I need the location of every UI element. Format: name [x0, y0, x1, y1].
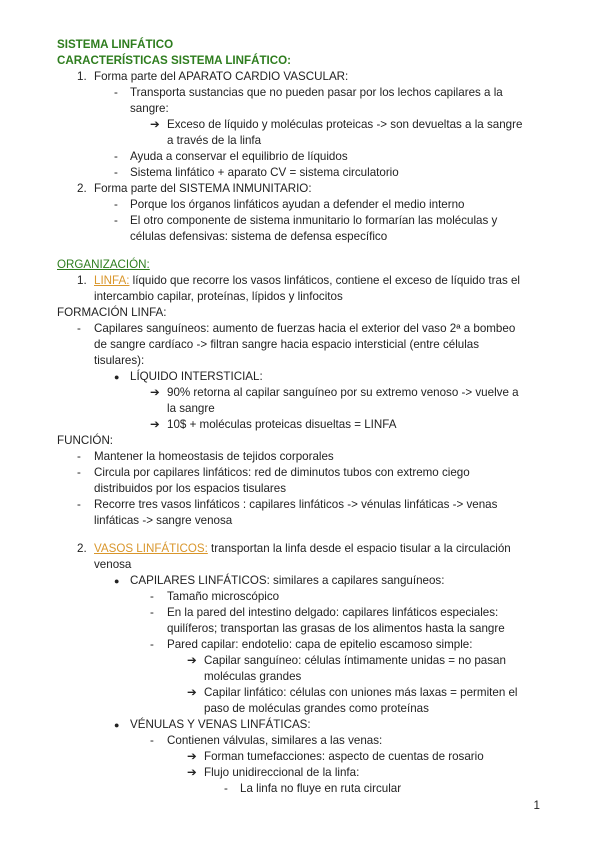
subheading: FUNCIÓN:	[57, 434, 114, 447]
linfa-definition: líquido que recorre los vasos linfáticos, contiene el exceso de líquido tras el	[129, 274, 520, 287]
text-line: Tamaño microscópico	[167, 590, 280, 603]
text-line: Ayuda a conservar el equilibrio de líquidos	[130, 150, 348, 163]
text-line: Forma parte del APARATO CARDIO VASCULAR:	[94, 70, 349, 83]
bullet-icon: ●	[114, 372, 120, 382]
text-line	[94, 541, 511, 558]
text-line: La linfa no fluye en ruta circular	[240, 782, 402, 795]
text-line: Circula por capilares linfáticos: red de diminutos tubos con extremo ciego	[94, 466, 470, 479]
dash-marker: -	[150, 590, 154, 603]
text-line: 10$ + moléculas proteicas disueltas = LINFA	[167, 418, 397, 431]
text-line: venosa	[94, 558, 132, 571]
text-line: quilíferos; transportan las grasas de los alimentos hasta la sangre	[167, 622, 505, 635]
arrow-icon: ➔	[187, 750, 197, 763]
text-line: Flujo unidireccional de la linfa:	[204, 766, 360, 779]
text-line: Recorre tres vasos linfáticos : capilares linfáticos -> vénulas linfáticas -> venas	[94, 498, 498, 511]
text-line: Capilar linfático: células con uniones más laxas = permiten el	[204, 686, 518, 699]
list-number: 2.	[77, 182, 87, 195]
text-line: VÉNULAS Y VENAS LINFÁTICAS:	[130, 718, 311, 731]
text-line: LÍQUIDO INTERSTICIAL:	[130, 370, 263, 383]
text-line: CAPILARES LINFÁTICOS: similares a capilares sanguíneos:	[130, 574, 445, 587]
linfa-label: LINFA:	[94, 274, 130, 287]
bullet-icon: ●	[114, 576, 120, 586]
text-line: Pared capilar: endotelio: capa de epitelio escamoso simple:	[167, 638, 473, 651]
text-line: la sangre	[167, 402, 215, 415]
text-line: intercambio capilar, proteínas, lípidos y linfocitos	[94, 290, 343, 303]
dash-marker: -	[77, 322, 81, 335]
section-heading: CARACTERÍSTICAS SISTEMA LINFÁTICO:	[57, 54, 292, 67]
page-number: 1	[533, 799, 540, 812]
list-number: 2.	[77, 542, 87, 555]
arrow-icon: ➔	[187, 654, 197, 667]
dash-marker: -	[114, 198, 118, 211]
arrow-icon: ➔	[150, 118, 160, 131]
text-line: paso de moléculas grandes como proteínas	[204, 702, 429, 715]
list-number: 1.	[77, 70, 87, 83]
text-line	[94, 273, 520, 290]
text-line: células defensivas: sistema de defensa específico	[130, 230, 388, 243]
text-line: Forma parte del SISTEMA INMUNITARIO:	[94, 182, 312, 195]
text-line: Sistema linfático + aparato CV = sistema circulatorio	[130, 166, 399, 179]
dash-marker: -	[150, 638, 154, 651]
dash-marker: -	[77, 498, 81, 511]
text-line: moléculas grandes	[204, 670, 302, 683]
text-line: sangre:	[130, 102, 169, 115]
text-line: Porque los órganos linfáticos ayudan a defender el medio interno	[130, 198, 465, 211]
doc-title: SISTEMA LINFÁTICO	[57, 38, 174, 51]
dash-marker: -	[150, 606, 154, 619]
dash-marker: -	[224, 782, 228, 795]
text-line: tisulares):	[94, 354, 145, 367]
organizacion-heading: ORGANIZACIÓN:	[57, 258, 150, 271]
text-line: Capilar sanguíneo: células íntimamente unidas = no pasan	[204, 654, 506, 667]
vasos-label: VASOS LINFÁTICOS:	[94, 542, 208, 555]
vasos-definition: transportan la linfa desde el espacio tisular a la circulación	[207, 542, 511, 555]
arrow-icon: ➔	[187, 686, 197, 699]
text-line: Mantener la homeostasis de tejidos corporales	[94, 450, 334, 463]
arrow-icon: ➔	[150, 418, 160, 431]
text-line: Transporta sustancias que no pueden pasar por los lechos capilares a la	[130, 86, 503, 99]
text-line: Exceso de líquido y moléculas proteicas -> son devueltas a la sangre	[167, 118, 523, 131]
dash-marker: -	[114, 150, 118, 163]
text-line: Forman tumefacciones: aspecto de cuentas de rosario	[204, 750, 484, 763]
subheading: FORMACIÓN LINFA:	[57, 306, 167, 319]
text-line: linfáticas -> sangre venosa	[94, 514, 233, 527]
text-line: Capilares sanguíneos: aumento de fuerzas hacia el exterior del vaso 2ª a bombeo	[94, 322, 516, 335]
dash-marker: -	[150, 734, 154, 747]
text-line: distribuidos por los espacios tisulares	[94, 482, 287, 495]
dash-marker: -	[77, 466, 81, 479]
text-line: En la pared del intestino delgado: capilares linfáticos especiales:	[167, 606, 499, 619]
text-line: Contienen válvulas, similares a las venas:	[167, 734, 383, 747]
list-number: 1.	[77, 274, 87, 287]
dash-marker: -	[77, 450, 81, 463]
text-line: 90% retorna al capilar sanguíneo por su extremo venoso -> vuelve a	[167, 386, 519, 399]
dash-marker: -	[114, 166, 118, 179]
dash-marker: -	[114, 214, 118, 227]
dash-marker: -	[114, 86, 118, 99]
text-line: a través de la linfa	[167, 134, 262, 147]
arrow-icon: ➔	[187, 766, 197, 779]
arrow-icon: ➔	[150, 386, 160, 399]
text-line: de sangre cardíaco -> filtran sangre hacia espacio intersticial (entre células	[94, 338, 480, 351]
bullet-icon: ●	[114, 720, 120, 730]
text-line: El otro componente de sistema inmunitario lo formarían las moléculas y	[130, 214, 498, 227]
